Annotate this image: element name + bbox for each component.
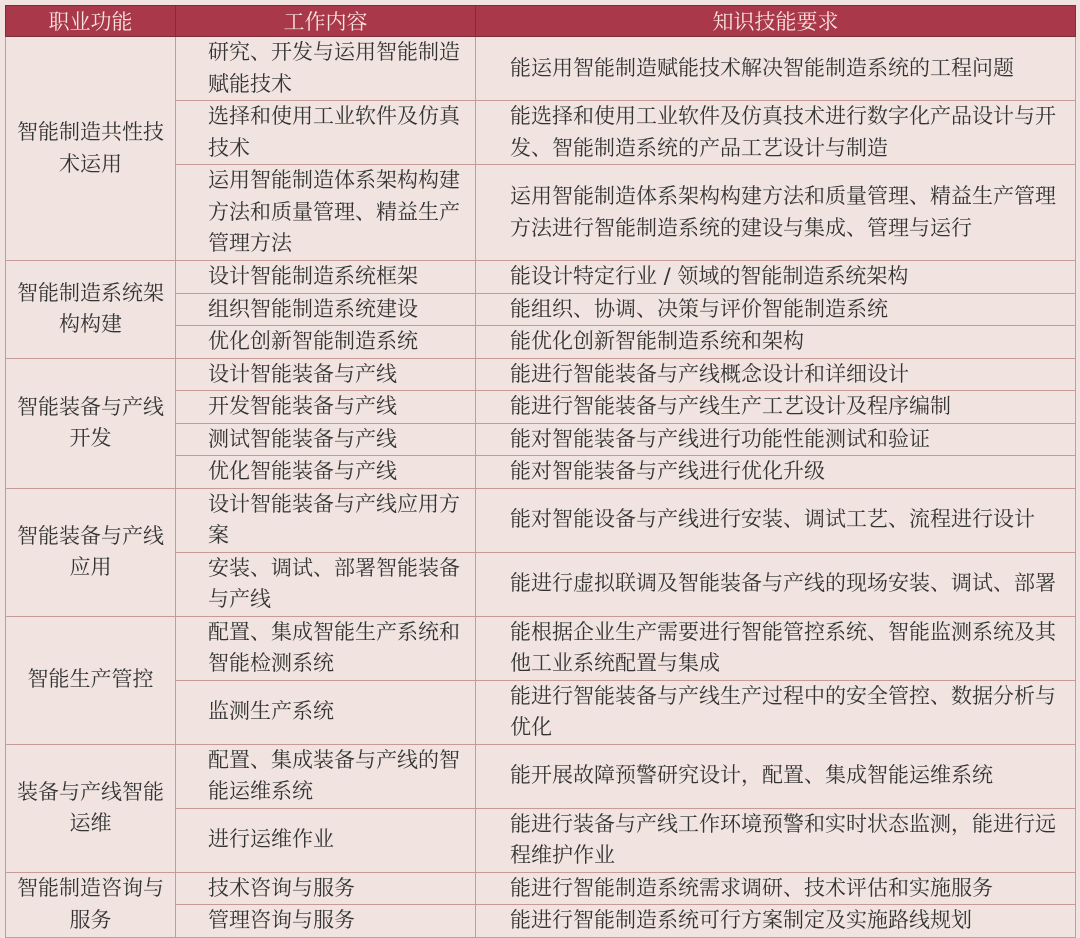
task-cell: 技术咨询与服务 — [176, 872, 476, 905]
requirement-cell: 能运用智能制造赋能技术解决智能制造系统的工程问题 — [476, 37, 1076, 101]
requirement-cell: 能对智能装备与产线进行功能性能测试和验证 — [476, 423, 1076, 456]
table-row — [6, 616, 1076, 680]
function-cell: 智能制造咨询与服务 — [6, 872, 176, 937]
table-row — [6, 261, 1076, 294]
task-cell: 配置、集成智能生产系统和智能检测系统 — [176, 616, 476, 680]
task-cell: 优化创新智能制造系统 — [176, 326, 476, 359]
table-row — [6, 358, 1076, 391]
table-row — [6, 744, 1076, 808]
header-task: 工作内容 — [176, 6, 476, 37]
header-requirement: 知识技能要求 — [476, 6, 1076, 37]
requirement-cell: 能选择和使用工业软件及仿真技术进行数字化产品设计与开发、智能制造系统的产品工艺设计与制造 — [476, 101, 1076, 165]
function-cell: 智能制造系统架构构建 — [6, 261, 176, 359]
requirement-cell: 能优化创新智能制造系统和架构 — [476, 326, 1076, 359]
requirement-cell: 能进行智能制造系统可行方案制定及实施路线规划 — [476, 905, 1076, 938]
requirement-cell: 能进行智能装备与产线生产工艺设计及程序编制 — [476, 391, 1076, 424]
requirement-cell: 运用智能制造体系架构构建方法和质量管理、精益生产管理方法进行智能制造系统的建设与集成、管理与运行 — [476, 165, 1076, 261]
task-cell: 进行运维作业 — [176, 808, 476, 872]
occupation-skills-table — [5, 5, 1076, 938]
requirement-cell: 能开展故障预警研究设计，配置、集成智能运维系统 — [476, 744, 1076, 808]
task-cell: 开发智能装备与产线 — [176, 391, 476, 424]
task-cell: 安装、调试、部署智能装备与产线 — [176, 552, 476, 616]
task-cell: 测试智能装备与产线 — [176, 423, 476, 456]
task-cell: 设计智能制造系统框架 — [176, 261, 476, 294]
requirement-cell: 能进行智能制造系统需求调研、技术评估和实施服务 — [476, 872, 1076, 905]
requirement-cell: 能进行智能装备与产线概念设计和详细设计 — [476, 358, 1076, 391]
task-cell: 设计智能装备与产线 — [176, 358, 476, 391]
task-cell: 研究、开发与运用智能制造赋能技术 — [176, 37, 476, 101]
function-cell: 智能装备与产线应用 — [6, 488, 176, 616]
requirement-cell: 能对智能装备与产线进行优化升级 — [476, 456, 1076, 489]
task-cell: 优化智能装备与产线 — [176, 456, 476, 489]
function-cell: 智能生产管控 — [6, 616, 176, 744]
table-row — [6, 872, 1076, 905]
table-row — [6, 37, 1076, 101]
requirement-cell: 能根据企业生产需要进行智能管控系统、智能监测系统及其他工业系统配置与集成 — [476, 616, 1076, 680]
task-cell: 组织智能制造系统建设 — [176, 293, 476, 326]
task-cell: 管理咨询与服务 — [176, 905, 476, 938]
task-cell: 设计智能装备与产线应用方案 — [176, 488, 476, 552]
requirement-cell: 能组织、协调、决策与评价智能制造系统 — [476, 293, 1076, 326]
table-row — [6, 488, 1076, 552]
task-cell: 配置、集成装备与产线的智能运维系统 — [176, 744, 476, 808]
header-function: 职业功能 — [6, 6, 176, 37]
requirement-cell: 能进行虚拟联调及智能装备与产线的现场安装、调试、部署 — [476, 552, 1076, 616]
task-cell: 选择和使用工业软件及仿真技术 — [176, 101, 476, 165]
requirement-cell: 能设计特定行业 / 领域的智能制造系统架构 — [476, 261, 1076, 294]
function-cell: 智能制造共性技术运用 — [6, 37, 176, 261]
task-cell: 监测生产系统 — [176, 680, 476, 744]
task-cell: 运用智能制造体系架构构建方法和质量管理、精益生产管理方法 — [176, 165, 476, 261]
function-cell: 装备与产线智能运维 — [6, 744, 176, 872]
requirement-cell: 能进行智能装备与产线生产过程中的安全管控、数据分析与优化 — [476, 680, 1076, 744]
function-cell: 智能装备与产线开发 — [6, 358, 176, 488]
header-row — [6, 6, 1076, 37]
requirement-cell: 能进行装备与产线工作环境预警和实时状态监测，能进行远程维护作业 — [476, 808, 1076, 872]
requirement-cell: 能对智能设备与产线进行安装、调试工艺、流程进行设计 — [476, 488, 1076, 552]
